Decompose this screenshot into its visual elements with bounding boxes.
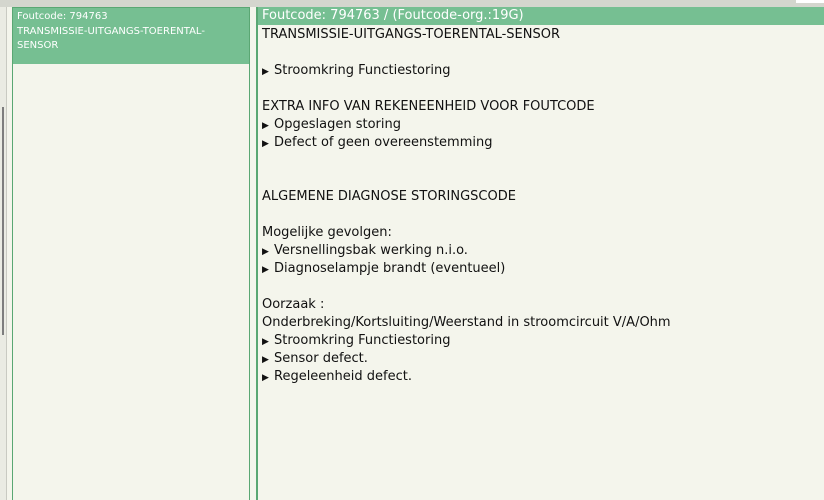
bullet-icon: ▶ [262, 265, 269, 275]
cause-item-text: Regeleenheid defect. [274, 369, 412, 384]
cause-item-text: Sensor defect. [274, 351, 368, 366]
fault-code-list-item-selected[interactable] [13, 8, 249, 64]
bullet-icon: ▶ [262, 373, 269, 383]
list-item-code: Foutcode: 794763 [17, 11, 108, 22]
detail-header: Foutcode: 794763 / (Foutcode-org.:19G) [258, 7, 824, 25]
spacer [262, 206, 822, 224]
left-edge-bar [0, 7, 7, 500]
bullet-icon: ▶ [262, 67, 269, 77]
bullet-icon: ▶ [262, 247, 269, 257]
spacer [262, 152, 822, 170]
bullet-icon: ▶ [262, 337, 269, 347]
consequence-item-text: Versnellingsbak werking n.i.o. [274, 243, 468, 258]
list-item-name-line-2: SENSOR [17, 40, 59, 51]
spacer [262, 44, 822, 62]
spacer [262, 80, 822, 98]
bullet-icon: ▶ [262, 139, 269, 149]
cause-text: Onderbreking/Kortsluiting/Weerstand in stroomcircuit V/A/Ohm [262, 315, 671, 330]
list-item-name-line-1: TRANSMISSIE-UITGANGS-TOERENTAL- [17, 25, 205, 37]
cause-item-text: Stroomkring Functiestoring [274, 333, 451, 348]
consequence-item [262, 242, 822, 260]
bullet-icon: ▶ [262, 355, 269, 365]
status-item-text: Stroomkring Functiestoring [274, 63, 451, 78]
cause-item [262, 368, 822, 386]
extra-info-item-text: Opgeslagen storing [274, 117, 401, 132]
detail-body [262, 26, 822, 386]
top-bar [0, 0, 824, 7]
general-heading: ALGEMENE DIAGNOSE STORINGSCODE [262, 189, 516, 204]
cause-item [262, 332, 822, 350]
fault-detail-panel [256, 7, 824, 500]
extra-info-heading: EXTRA INFO VAN REKENEENHEID VOOR FOUTCODE [262, 99, 595, 114]
extra-info-item-text: Defect of geen overeenstemming [274, 135, 493, 150]
cause-item [262, 350, 822, 368]
detail-title: TRANSMISSIE-UITGANGS-TOERENTAL-SENSOR [262, 27, 561, 42]
extra-info-item [262, 116, 822, 134]
consequences-label: Mogelijke gevolgen: [262, 225, 392, 240]
top-right-cap [796, 0, 824, 3]
spacer [262, 170, 822, 188]
consequence-item [262, 260, 822, 278]
bullet-icon: ▶ [262, 121, 269, 131]
extra-info-item [262, 134, 822, 152]
cause-label: Oorzaak : [262, 297, 325, 312]
fault-code-list [12, 7, 250, 500]
left-edge-marker [2, 107, 4, 335]
spacer [262, 278, 822, 296]
consequence-item-text: Diagnoselampje brandt (eventueel) [274, 261, 506, 276]
status-item [262, 62, 822, 80]
